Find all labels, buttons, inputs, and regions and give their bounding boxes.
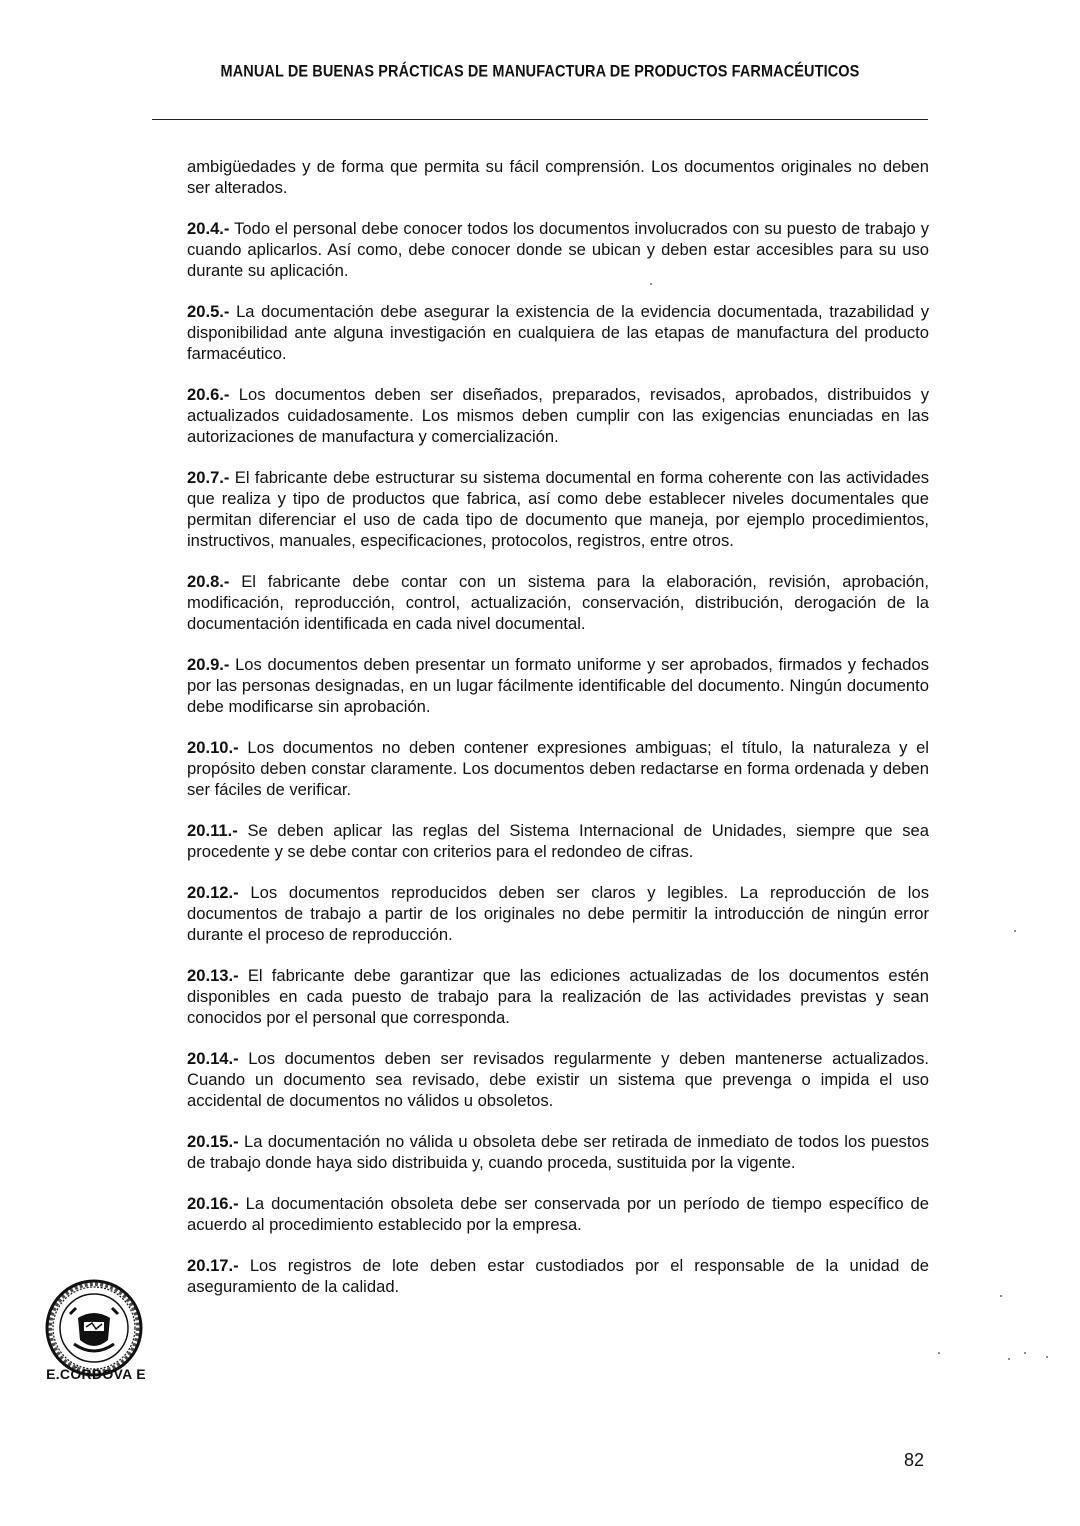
paragraph-text: El fabricante debe estructurar su sistema documental en forma coherente con las actividades que realiza y tipo de productos que fabrica, así como debe establecer niveles documentales que permitan diferenciar el uso de cada tipo de documento que maneja, por ejemplo procedimientos, instructivos, manuales, especificaciones, protocolos, registros, entre otros. bbox=[187, 468, 929, 550]
paragraph-text: Los documentos deben presentar un formato uniforme y ser aprobados, firmados y fechados por las personas designadas, en un lugar fácilmente identificable del documento. Ningún documento debe modificarse sin aprobación. bbox=[187, 655, 929, 716]
section-number: 20.6.- bbox=[187, 385, 230, 404]
paragraph-text: Los documentos reproducidos deben ser claros y legibles. La reproducción de los documentos de trabajo a partir de los originales no debe permitir la introducción de ningún error durante el proceso de reproducción. bbox=[187, 883, 929, 944]
paragraph-text: Los documentos deben ser revisados regularmente y deben mantenerse actualizados. Cuando un documento sea revisado, debe existir un sistema que prevenga o impida el uso accidental de documentos no válidos u obsoletos. bbox=[187, 1049, 929, 1110]
header-divider bbox=[152, 119, 928, 120]
section-number: 20.8.- bbox=[187, 572, 230, 591]
paragraph-text: La documentación debe asegurar la existencia de la evidencia documentada, trazabilidad y disponibilidad ante alguna investigación en cualquiera de las etapas de manufactura del producto farmacéutico. bbox=[187, 302, 929, 363]
paragraph-text: Los documentos no deben contener expresiones ambiguas; el título, la naturaleza y el propósito deben constar claramente. Los documentos deben redactarse en forma ordenada y deben ser fáciles de verificar. bbox=[187, 738, 929, 799]
paragraph-text: Todo el personal debe conocer todos los documentos involucrados con su puesto de trabajo y cuando aplicarlos. Así como, debe conocer donde se ubican y deben estar accesibles para su uso durante su aplicación. bbox=[187, 219, 929, 280]
section-number: 20.14.- bbox=[187, 1049, 239, 1068]
scan-speck bbox=[650, 283, 652, 285]
scan-speck bbox=[1046, 1356, 1048, 1358]
paragraph-20-14 bbox=[187, 1048, 929, 1111]
paragraph-text: ambigüedades y de forma que permita su fácil comprensión. Los documentos originales no deben ser alterados. bbox=[187, 157, 929, 197]
paragraph-continuation bbox=[187, 156, 929, 198]
section-number: 20.9.- bbox=[187, 655, 230, 674]
stamp-caption: E.CÓRDOVA E bbox=[46, 1366, 146, 1382]
paragraph-20-12 bbox=[187, 882, 929, 945]
page-number: 82 bbox=[903, 1450, 924, 1470]
section-number: 20.15.- bbox=[187, 1132, 239, 1151]
section-number: 20.7.- bbox=[187, 468, 230, 487]
paragraph-text: El fabricante debe contar con un sistema para la elaboración, revisión, aprobación, modificación, reproducción, control, actualización, conservación, distribución, derogación de la documentación identificada en cada nivel documental. bbox=[187, 572, 929, 633]
section-number: 20.12.- bbox=[187, 883, 239, 902]
paragraph-20-16 bbox=[187, 1193, 929, 1235]
section-number: 20.16.- bbox=[187, 1194, 239, 1213]
paragraph-20-7 bbox=[187, 467, 929, 551]
paragraph-20-8 bbox=[187, 571, 929, 634]
paragraph-text: Los registros de lote deben estar custodiados por el responsable de la unidad de aseguramiento de la calidad. bbox=[187, 1256, 929, 1296]
official-seal-icon bbox=[44, 1278, 144, 1378]
paragraph-20-5 bbox=[187, 301, 929, 364]
scan-speck bbox=[1000, 1295, 1002, 1297]
scan-speck bbox=[1024, 1352, 1026, 1354]
paragraph-20-11 bbox=[187, 820, 929, 862]
section-number: 20.5.- bbox=[187, 302, 230, 321]
scan-speck bbox=[938, 1352, 940, 1354]
paragraph-20-13 bbox=[187, 965, 929, 1028]
paragraph-text: Se deben aplicar las reglas del Sistema Internacional de Unidades, siempre que sea procedente y se debe contar con criterios para el redondeo de cifras. bbox=[187, 821, 929, 861]
document-body bbox=[187, 156, 929, 1317]
paragraph-text: Los documentos deben ser diseñados, preparados, revisados, aprobados, distribuidos y actualizados cuidadosamente. Los mismos deben cumplir con las exigencias enunciadas en las autorizaciones de manufactura y comercialización. bbox=[187, 385, 929, 446]
section-number: 20.10.- bbox=[187, 738, 239, 757]
section-number: 20.17.- bbox=[187, 1256, 239, 1275]
paragraph-text: La documentación no válida u obsoleta debe ser retirada de inmediato de todos los puestos de trabajo donde haya sido distribuida y, cuando proceda, sustituida por la vigente. bbox=[187, 1132, 929, 1172]
section-number: 20.4.- bbox=[187, 219, 230, 238]
page-header-title: MANUAL DE BUENAS PRÁCTICAS DE MANUFACTURA DE PRODUCTOS FARMACÉUTICOS bbox=[220, 63, 860, 81]
scan-speck bbox=[1008, 1358, 1010, 1360]
paragraph-20-15 bbox=[187, 1131, 929, 1173]
paragraph-text: El fabricante debe garantizar que las ediciones actualizadas de los documentos estén disponibles en cada puesto de trabajo para la realización de las actividades previstas y sean conocidos por el personal que corresponda. bbox=[187, 966, 929, 1027]
scan-speck bbox=[1014, 930, 1016, 932]
paragraph-20-9 bbox=[187, 654, 929, 717]
paragraph-20-17 bbox=[187, 1255, 929, 1297]
section-number: 20.11.- bbox=[187, 821, 238, 840]
paragraph-20-4 bbox=[187, 218, 929, 281]
paragraph-20-10 bbox=[187, 737, 929, 800]
section-number: 20.13.- bbox=[187, 966, 239, 985]
paragraph-text: La documentación obsoleta debe ser conservada por un período de tiempo específico de acuerdo al procedimiento establecido por la empresa. bbox=[187, 1194, 929, 1234]
paragraph-20-6 bbox=[187, 384, 929, 447]
